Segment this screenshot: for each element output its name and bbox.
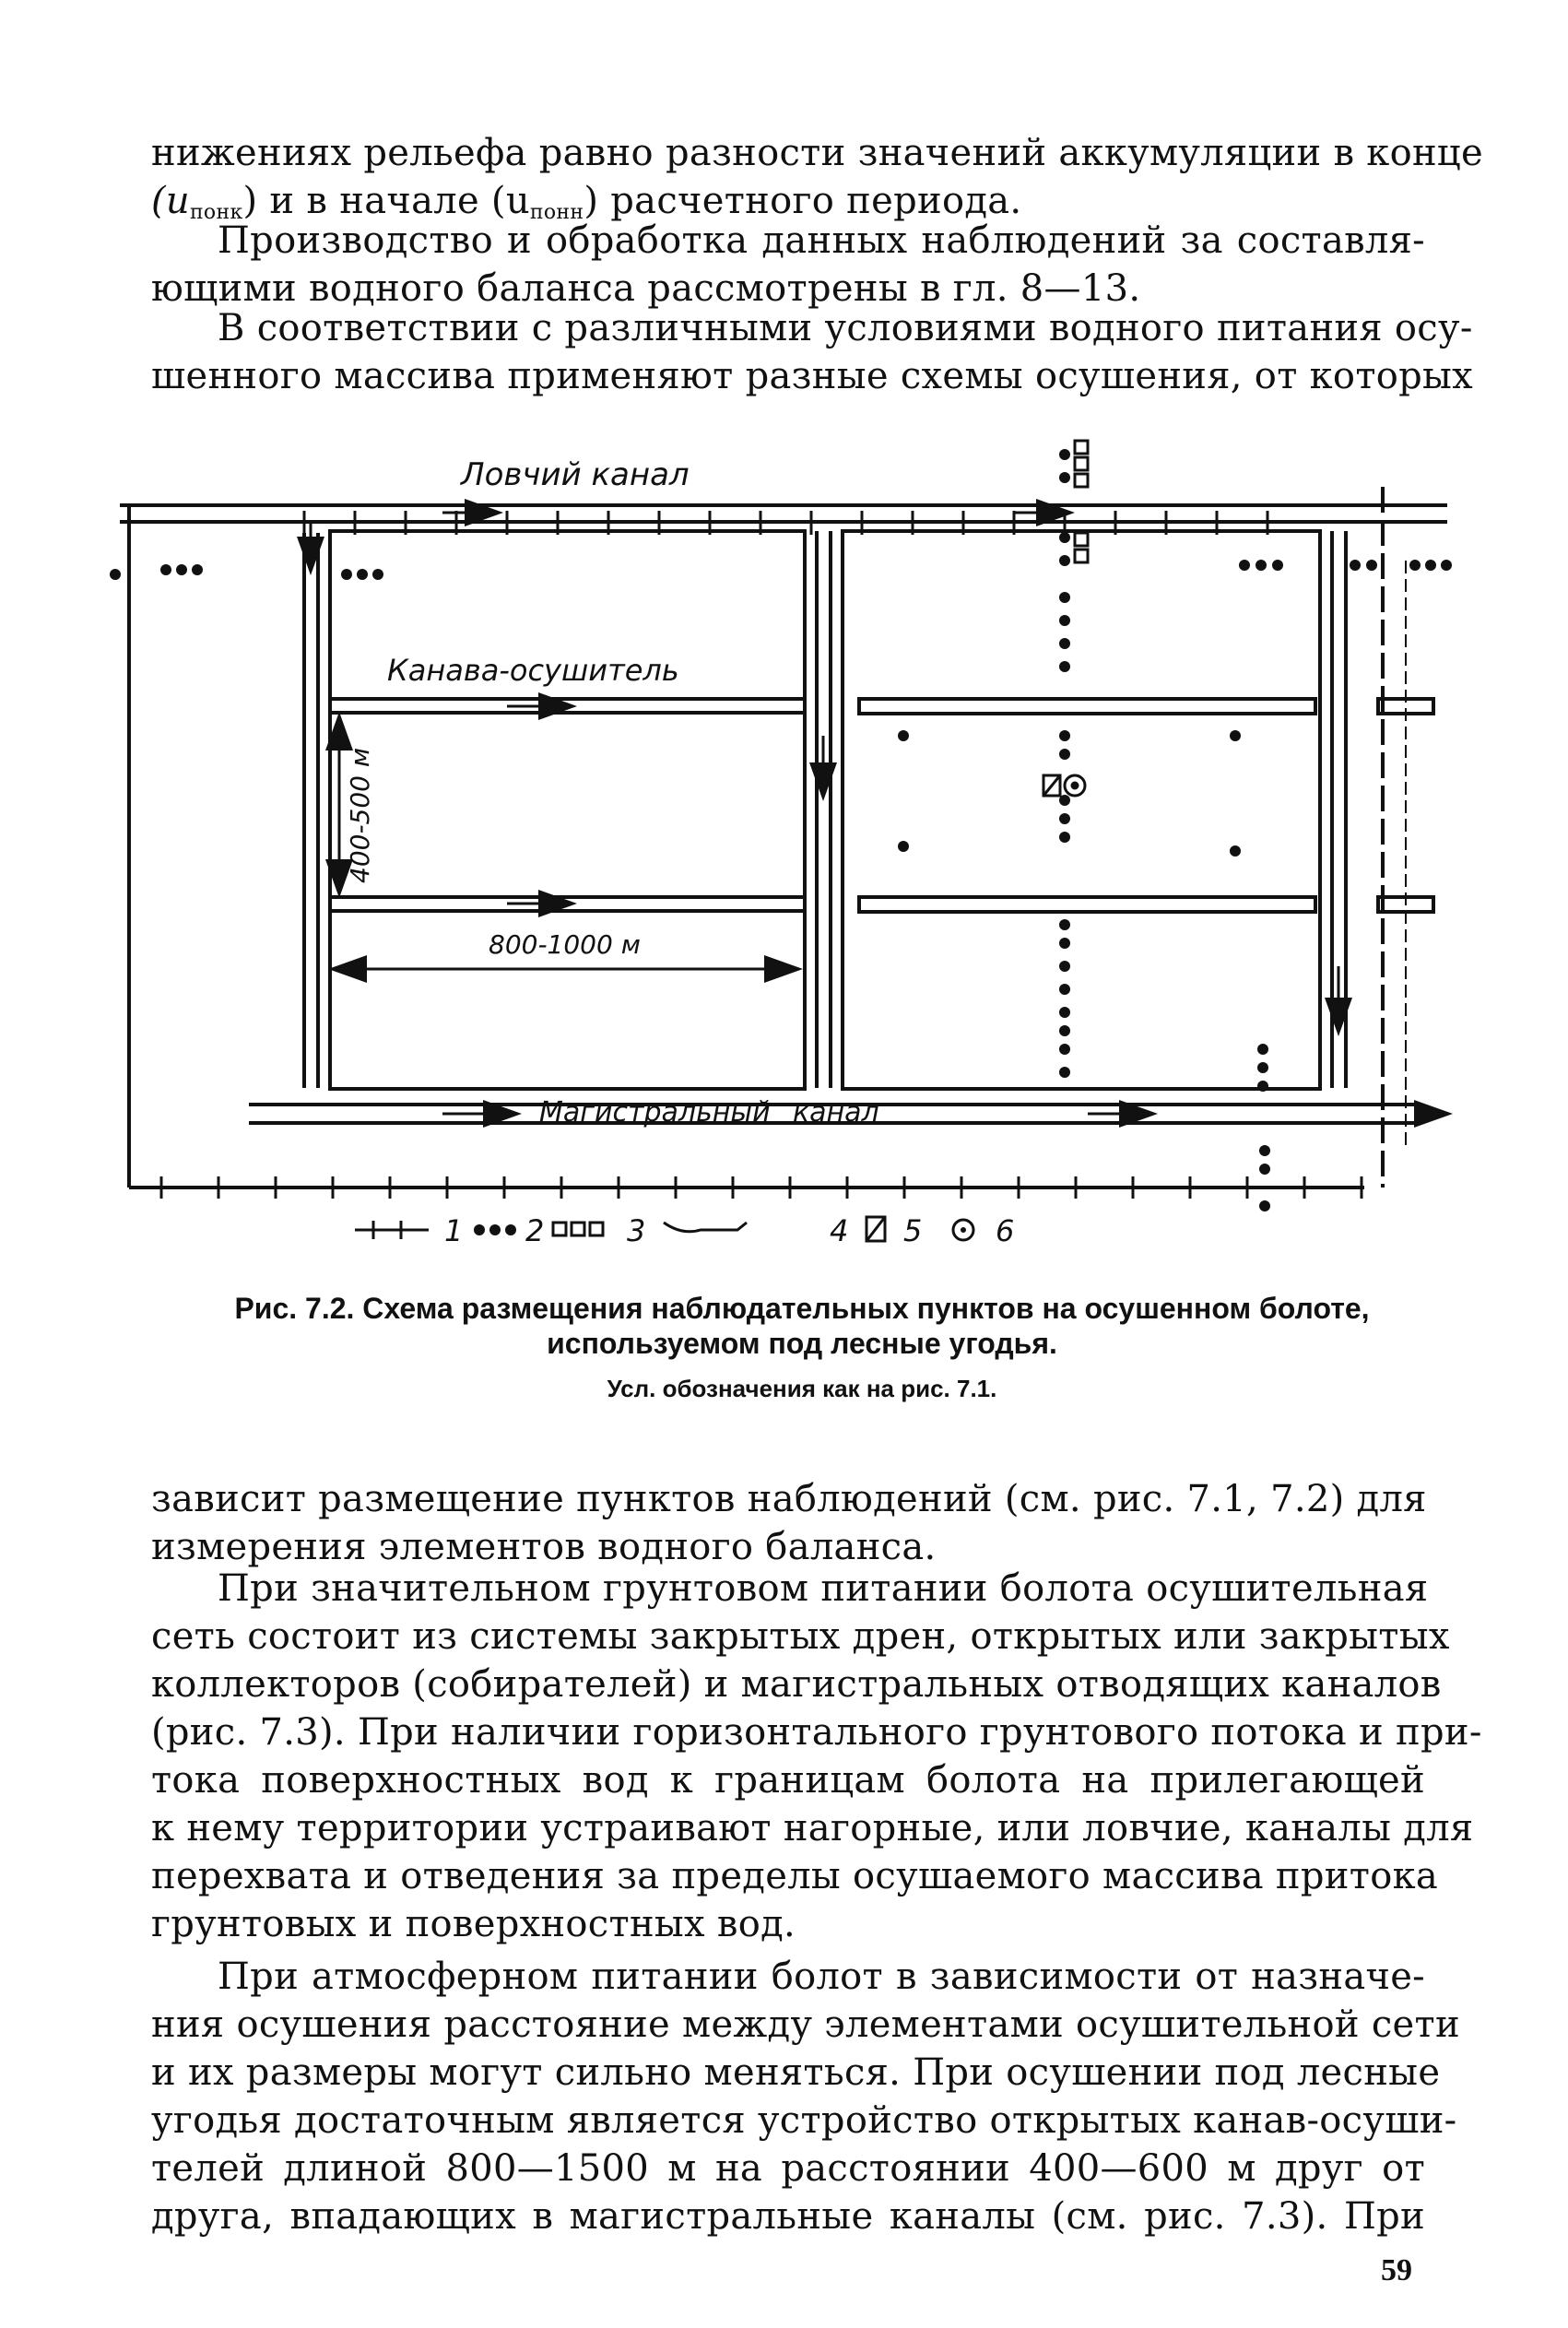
text-line: В соответствии с различными условиями водного питания осу- xyxy=(218,307,1473,349)
observation-dot xyxy=(1059,961,1070,972)
text-line: к нему территории устраивают нагорные, или ловчие, каналы для xyxy=(151,1807,1474,1849)
text-line: При атмосферном питании болот в зависимости от назначе- xyxy=(218,1956,1425,1998)
text-line: При значительном грунтовом питании болота осушительная xyxy=(218,1567,1429,1610)
intercept-canal-label: Ловчий канал xyxy=(461,456,690,493)
observation-dot xyxy=(160,564,171,575)
text-line: (рис. 7.3). При наличии горизонтального грунтового потока и при- xyxy=(151,1711,1482,1754)
formula-part: ) расчетного периода. xyxy=(584,180,1022,222)
observation-dot xyxy=(176,564,187,575)
observation-dot xyxy=(357,569,368,580)
drain-ditch xyxy=(859,897,1315,912)
legend-gauge-symbol xyxy=(867,1217,885,1241)
text-line: ния осушения расстояние между элементами осушительной сети xyxy=(151,2003,1460,2046)
figure-caption xyxy=(166,1291,1438,1361)
text-line: сеть состоит из системы закрытых дрен, открытых или закрытых xyxy=(151,1615,1450,1658)
observation-dot xyxy=(1272,560,1283,571)
legend-number: 5 xyxy=(903,1213,923,1248)
vertical-distance-label: 400-500 м xyxy=(345,747,375,883)
observation-dot xyxy=(1059,449,1070,460)
evaporimeter-symbol xyxy=(1072,783,1078,788)
paragraph-processing xyxy=(151,217,1425,313)
text-line: коллекторов (собирателей) и магистральных отводящих каналов xyxy=(151,1663,1442,1706)
text-line: грунтовых и поверхностных вод. xyxy=(151,1903,796,1945)
observation-dot xyxy=(372,569,383,580)
observation-dot xyxy=(1059,472,1070,483)
text-line: измерения элементов водного баланса. xyxy=(151,1526,937,1568)
text-line: ющими водного баланса рассмотрены в гл. 8—13. xyxy=(151,267,1141,310)
main-canal-label: Магистральный xyxy=(539,1096,771,1129)
text-line: зависит размещение пунктов наблюдений (см. рис. 7.1, 7.2) для xyxy=(151,1478,1427,1520)
observation-dot xyxy=(1059,638,1070,649)
observation-dot xyxy=(341,569,352,580)
observation-dot xyxy=(1059,532,1070,543)
left-field-block xyxy=(330,531,805,1089)
caption-line: Рис. 7.2. Схема размещения наблюдательных пунктов на осушенном болоте, xyxy=(234,1292,1370,1325)
text-line: Производство и обработка данных наблюдений за составля- xyxy=(218,219,1425,262)
observation-dot xyxy=(1230,845,1241,857)
legend-dot-symbol xyxy=(505,1224,516,1235)
legend-evaporimeter-symbol xyxy=(961,1227,966,1233)
legend-number: 4 xyxy=(830,1213,849,1248)
paragraph-schemes xyxy=(151,304,1474,400)
drainage-scheme-figure xyxy=(92,431,1475,1261)
formula-part: (u xyxy=(151,180,190,222)
text-line: угодья достаточным является устройство открытых канав-осуши- xyxy=(151,2099,1457,2142)
drain-ditch-label: Канава-осушитель xyxy=(387,653,679,688)
drain-ditch xyxy=(859,699,1315,714)
legend-dot-symbol xyxy=(489,1224,501,1235)
observation-dot xyxy=(1259,1200,1270,1211)
observation-dot xyxy=(1230,730,1241,741)
paragraph-dependency xyxy=(151,1475,1425,1571)
observation-dot xyxy=(1409,560,1421,571)
observation-dot xyxy=(1059,1044,1070,1055)
observation-dot xyxy=(110,569,121,580)
text-line: перехвата и отведения за пределы осушаемого массива притока xyxy=(151,1855,1439,1897)
formula-part: ) и в начале (u xyxy=(242,180,530,222)
legend-number: 6 xyxy=(996,1213,1015,1248)
text-line: нижениях рельефа равно разности значений аккумуляции в конце xyxy=(151,132,1483,174)
observation-dot xyxy=(1256,560,1267,571)
text-line: и их размеры могут сильно меняться. При осушении под лесные xyxy=(151,2051,1441,2094)
observation-dot xyxy=(1259,1145,1270,1156)
observation-dot xyxy=(1059,984,1070,995)
subscript: понн xyxy=(529,201,584,224)
horizontal-distance-label: 800-1000 м xyxy=(489,929,641,960)
text-line: шенного массива применяют разные схемы осушения, от которых xyxy=(151,355,1474,397)
legend-well-symbol xyxy=(572,1223,584,1235)
observation-dot xyxy=(1059,938,1070,949)
observation-dot xyxy=(1350,560,1361,571)
text-line: тока поверхностных вод к границам болота на прилегающей xyxy=(151,1759,1425,1802)
legend-number: 1 xyxy=(444,1213,464,1248)
observation-dot xyxy=(1059,1067,1070,1078)
caption-line: используемом под лесные угодья. xyxy=(547,1327,1057,1360)
observation-dot xyxy=(1059,615,1070,626)
observation-dot xyxy=(1059,592,1070,603)
observation-dot xyxy=(1059,919,1070,930)
paragraph-groundwater xyxy=(151,1565,1482,1948)
legend-well-symbol xyxy=(553,1223,566,1235)
page-number: 59 xyxy=(1381,2253,1412,2287)
observation-dot xyxy=(1059,813,1070,824)
observation-dot xyxy=(192,564,203,575)
well-square xyxy=(1075,550,1088,562)
well-square xyxy=(1075,533,1088,546)
observation-dot xyxy=(898,841,909,852)
legend-canal-symbol xyxy=(664,1223,747,1232)
observation-dot xyxy=(1059,661,1070,672)
observation-dot xyxy=(1257,1081,1268,1092)
text-line: друга, впадающих в магистральные каналы (см. рис. 7.3). При xyxy=(151,2195,1425,2238)
legend-number: 3 xyxy=(627,1213,646,1248)
observation-dot xyxy=(1059,1007,1070,1018)
observation-dot xyxy=(1239,560,1250,571)
well-square xyxy=(1075,474,1088,487)
observation-dot xyxy=(898,730,909,741)
observation-dot xyxy=(1059,1025,1070,1036)
legend xyxy=(355,1213,1014,1248)
observation-dot xyxy=(1366,560,1377,571)
right-field-block xyxy=(843,531,1320,1089)
gauge-symbol xyxy=(1043,775,1060,796)
observation-dot xyxy=(1257,1062,1268,1073)
legend-well-symbol xyxy=(590,1223,603,1235)
subscript: понк xyxy=(189,201,243,224)
observation-dot xyxy=(1059,730,1070,741)
well-square xyxy=(1075,441,1088,454)
observation-dot xyxy=(1059,749,1070,760)
observation-dot xyxy=(1259,1164,1270,1175)
caption-note: Усл. обозначения как на рис. 7.1. xyxy=(607,1375,997,1402)
legend-number: 2 xyxy=(525,1213,545,1248)
paragraph-atmospheric xyxy=(151,1953,1460,2240)
observation-dot xyxy=(1257,1044,1268,1055)
observation-dot xyxy=(1425,560,1436,571)
observation-dot xyxy=(1059,555,1070,566)
observation-dot xyxy=(1059,832,1070,843)
text-line: телей длиной 800—1500 м на расстоянии 400—600 м друг от xyxy=(151,2147,1425,2190)
well-square xyxy=(1075,457,1088,470)
observation-dot xyxy=(1441,560,1452,571)
legend-dot-symbol xyxy=(474,1224,485,1235)
main-canal-label: канал xyxy=(793,1096,879,1129)
